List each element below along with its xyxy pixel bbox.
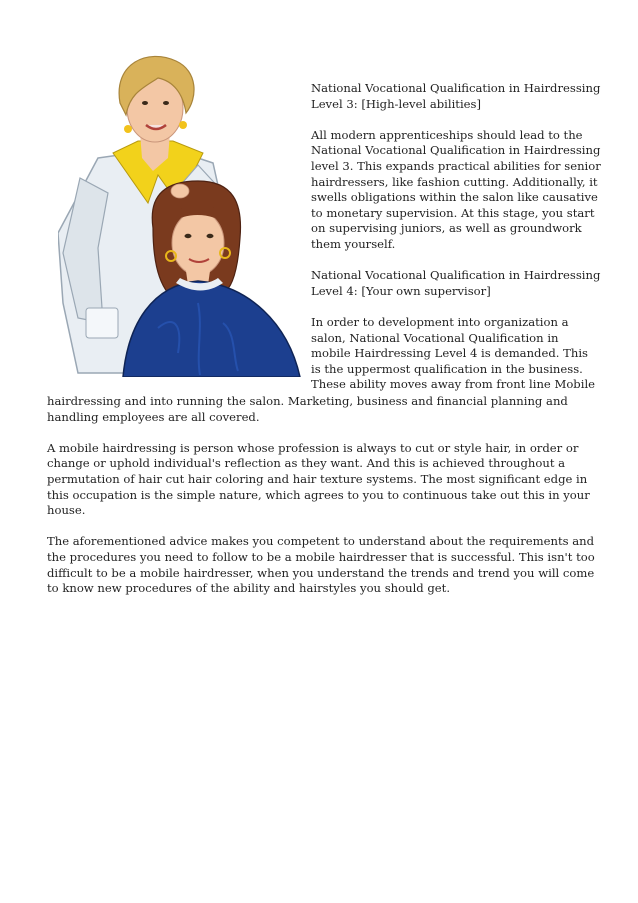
paragraph-mobile-hairdressing: A mobile hairdressing is person whose profession is always to cut or style hair, in order or change or uphold individual's reflection as they want. And this is achieved throughout a permutation of hair cut hair coloring and hair texture systems. The most significant edge in this occupation is the simple nature, which agrees to you to continuous take out this in your house. bbox=[47, 440, 590, 518]
heading-level-4: National Vocational Qualification in Hairdressing Level 4: [Your own supervisor] bbox=[311, 268, 601, 298]
paragraph-level-4-part1: In order to development into organization a salon, National Vocational Qualification in mobile Hairdressing Level 4 is demanded. This is the uppermost qualification in the business. These ability moves away from front line Mobile bbox=[311, 314, 596, 392]
paragraph-level-3: All modern apprenticeships should lead to the National Vocational Qualification in Hairdressing level 3. This expands practical abilities for senior hairdressers, like fashion cutting. Additionally, it swells obligations within the salon like causative to monetary supervision. At this stage, you start on supervising juniors, as well as groundwork them yourself. bbox=[311, 127, 601, 251]
hairdresser-illustration bbox=[58, 53, 302, 377]
heading-level-3: National Vocational Qualification in Hairdressing Level 3: [High-level abilities] bbox=[311, 81, 601, 111]
right-column-text bbox=[311, 81, 601, 393]
paragraph-level-4-part2: hairdressing and into running the salon. Marketing, business and financial planning and handling employees are all covered. bbox=[47, 394, 568, 424]
paragraph-advice: The aforementioned advice makes you competent to understand about the requirements and the procedures you need to follow to be a mobile hairdresser that is successful. This isn't too difficult to be a mobile hairdresser, when you understand the trends and trend you will come to know new procedures of the ability and hairstyles you should get. bbox=[47, 534, 595, 596]
full-width-text bbox=[47, 394, 603, 597]
